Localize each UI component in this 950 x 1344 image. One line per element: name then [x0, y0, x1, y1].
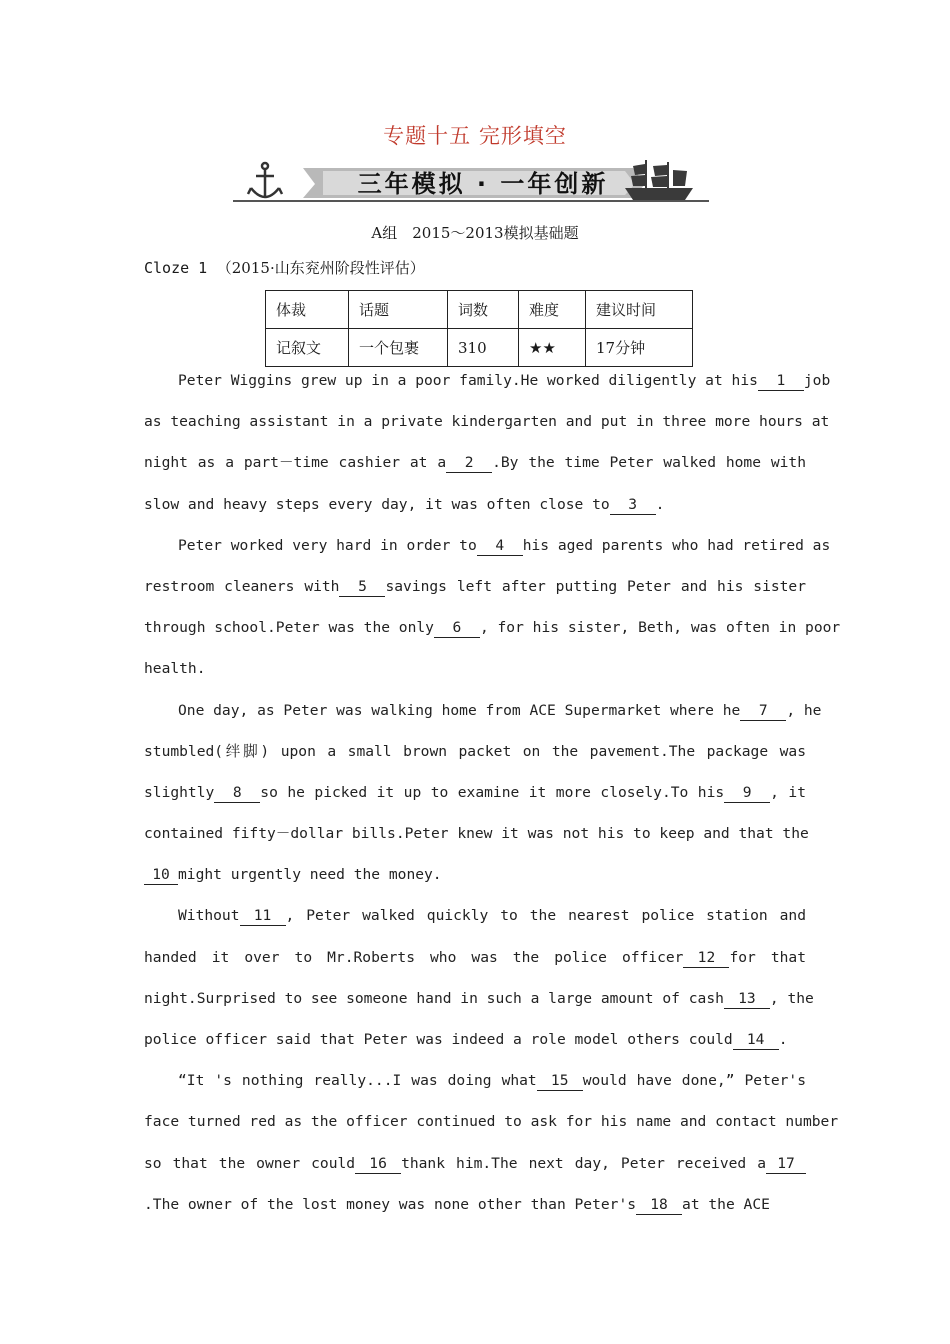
table-header-cell: 建议时间	[586, 291, 693, 329]
passage-line	[144, 1184, 806, 1225]
passage-text: .	[778, 1031, 788, 1048]
passage-text: Peter Wiggins grew up in a poor family.He worked diligently at his	[178, 372, 758, 389]
info-table	[265, 290, 693, 367]
anchor-icon	[248, 163, 282, 198]
passage-line	[144, 1060, 806, 1101]
blank-14[interactable]: 14	[733, 1031, 779, 1050]
passage-line	[144, 1019, 806, 1060]
passage-line	[144, 813, 809, 854]
table-cell: 310	[448, 329, 519, 367]
table-header-cell: 词数	[448, 291, 519, 329]
passage-text: slightly	[144, 783, 215, 801]
passage-text: through school.Peter was the only	[144, 619, 434, 637]
passage-text: Without	[178, 907, 240, 925]
blank-12[interactable]: 12	[683, 949, 729, 968]
blank-13[interactable]: 13	[724, 990, 770, 1009]
cloze-heading	[144, 257, 425, 278]
passage-line	[144, 442, 806, 483]
passage-text: One day, as Peter was walking home from ACE Supermarket where he	[178, 701, 741, 719]
passage-text: might urgently need the money.	[178, 866, 442, 884]
passage-text: at the ACE	[682, 1195, 770, 1213]
blank-1[interactable]: 1	[758, 372, 804, 391]
passage-text: , for his sister, Beth, was often in poor	[479, 619, 841, 637]
blank-3[interactable]: 3	[610, 496, 656, 515]
blank-9[interactable]: 9	[724, 784, 770, 803]
passage-line	[144, 1143, 806, 1184]
cloze-source: （2015·山东兖州阶段性评估）	[216, 259, 425, 277]
table-row	[266, 291, 693, 329]
passage-text: so that the owner could	[144, 1154, 356, 1172]
passage-text: , it	[770, 783, 806, 801]
passage-line	[144, 690, 822, 731]
passage-line	[144, 525, 831, 566]
passage-line	[144, 401, 830, 442]
blank-16[interactable]: 16	[355, 1155, 401, 1174]
passage-line	[144, 1101, 839, 1142]
table-header-cell: 体裁	[266, 291, 349, 329]
blank-7[interactable]: 7	[740, 702, 786, 721]
passage-text: night as a part－time cashier at a	[144, 454, 447, 472]
passage-text: his aged parents who had retired as	[522, 536, 831, 554]
passage-line	[144, 895, 806, 936]
passage-text: job	[803, 372, 831, 389]
passage-text: , he	[786, 701, 822, 719]
passage-text: .The owner of the lost money was none other than Peter's	[144, 1195, 637, 1213]
table-cell: 17分钟	[586, 329, 693, 367]
blank-2[interactable]: 2	[446, 454, 492, 473]
passage-line	[144, 978, 814, 1019]
blank-6[interactable]: 6	[434, 619, 480, 638]
table-header-cell: 难度	[519, 291, 586, 329]
passage-text: thank him.The next day, Peter received a	[401, 1154, 766, 1172]
blank-18[interactable]: 18	[636, 1196, 682, 1215]
blank-4[interactable]: 4	[477, 537, 523, 556]
passage-text: Peter worked very hard in order to	[178, 536, 477, 554]
passage-line	[144, 607, 841, 648]
blank-5[interactable]: 5	[339, 578, 385, 597]
group-heading: A组 2015～2013模拟基础题	[371, 224, 579, 242]
passage-line	[144, 566, 806, 607]
passage-text: for that	[729, 948, 806, 966]
passage-line	[144, 937, 806, 978]
passage-text: .	[655, 495, 665, 513]
passage-text: stumbled(绊脚) upon a small brown packet on the pavement.The package was	[144, 742, 806, 760]
page-title: 专题十五 完形填空	[383, 124, 567, 148]
table-cell: 记叙文	[266, 329, 349, 367]
passage-line	[144, 731, 806, 772]
passage-text: contained fifty－dollar bills.Peter knew it was not his to keep and that the	[144, 825, 809, 843]
passage-line	[144, 854, 806, 895]
passage-line	[144, 772, 806, 813]
passage-line	[144, 648, 806, 689]
table-header-cell: 话题	[349, 291, 448, 329]
passage-text: so he picked it up to examine it more closely.To his	[260, 783, 725, 801]
passage-line	[144, 484, 806, 525]
passage-text: .By the time Peter walked home with	[492, 454, 806, 472]
passage-text: , Peter walked quickly to the nearest police station and	[285, 907, 806, 925]
blank-10[interactable]: 10	[144, 866, 178, 885]
passage-text: night.Surprised to see someone hand in such a large amount of cash	[144, 989, 724, 1007]
cloze-label: Cloze 1	[144, 259, 208, 277]
passage-text: police officer said that Peter was indeed a role model others could	[144, 1031, 733, 1048]
passage-text: savings left after putting Peter and his sister	[385, 577, 807, 595]
table-cell: ★★	[519, 329, 586, 367]
passage-text: restroom cleaners with	[144, 577, 340, 595]
passage-text: “It 's nothing really...I was doing what	[178, 1072, 537, 1090]
passage-text: face turned red as the officer continued to ask for his name and contact number	[144, 1113, 839, 1131]
passage-text: slow and heavy steps every day, it was often close to	[144, 495, 610, 513]
passage-text: would have done,” Peter's	[582, 1072, 807, 1090]
passage	[144, 360, 841, 1225]
table-cell: 一个包裹	[349, 329, 448, 367]
section-banner	[233, 158, 709, 206]
passage-line	[144, 360, 831, 401]
banner-text: 三年模拟 · 一年创新	[357, 170, 609, 198]
blank-17[interactable]: 17	[766, 1155, 806, 1174]
blank-11[interactable]: 11	[240, 907, 286, 926]
ship-icon	[625, 160, 693, 200]
blank-8[interactable]: 8	[214, 784, 260, 803]
passage-text: , the	[769, 989, 814, 1007]
passage-text: handed it over to Mr.Roberts who was the police officer	[144, 948, 684, 966]
passage-text: health.	[144, 660, 206, 678]
blank-15[interactable]: 15	[537, 1072, 583, 1091]
passage-text: as teaching assistant in a private kindergarten and put in three more hours at	[144, 413, 830, 431]
